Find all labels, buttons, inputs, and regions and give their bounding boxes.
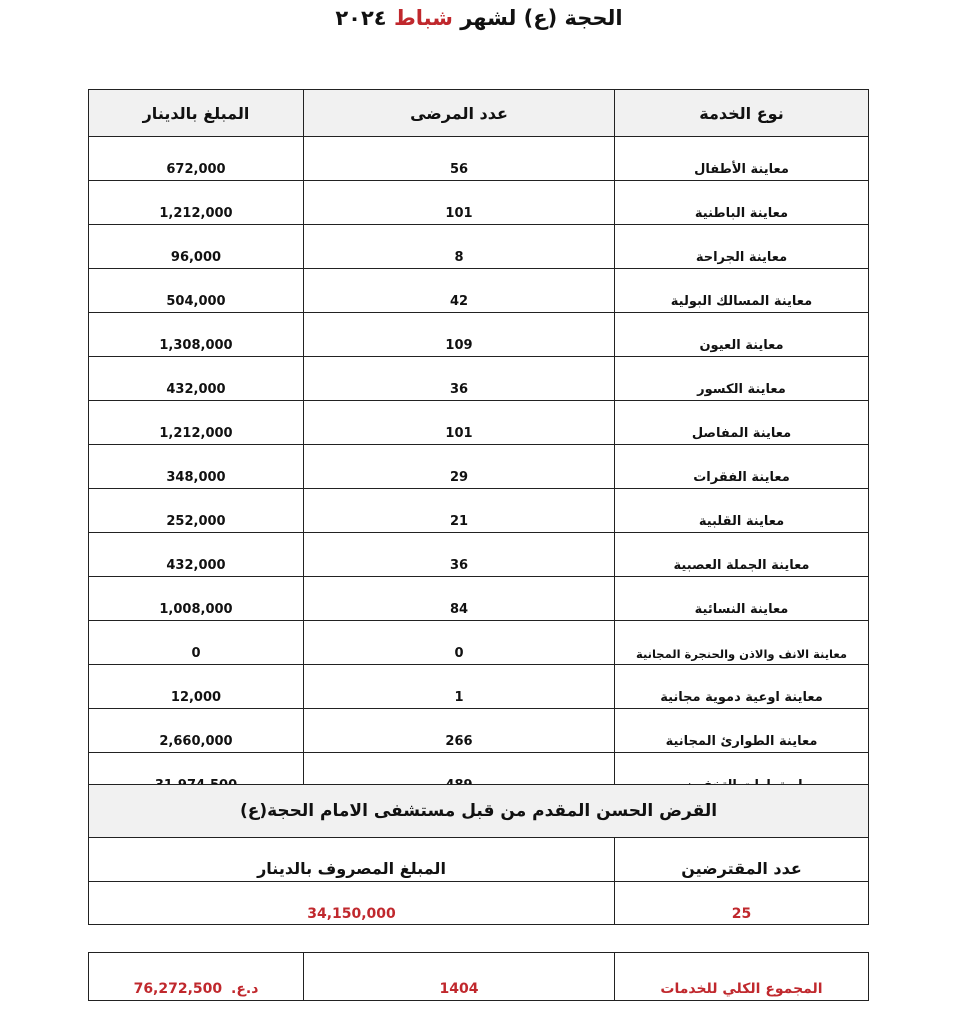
table-row	[89, 621, 869, 665]
amount-cell: 1,212,000	[89, 401, 304, 445]
amount-cell: 96,000	[89, 225, 304, 269]
loan-value-row	[89, 882, 869, 925]
service-cell: معاينة النسائية	[615, 577, 869, 621]
service-cell: معاينة الانف والاذن والحنجرة المجانية	[615, 621, 869, 665]
header-patients: عدد المرضى	[304, 90, 615, 137]
grand-total-row	[89, 953, 869, 1001]
service-cell: معاينة الطوارئ المجانية	[615, 709, 869, 753]
patients-cell: 1	[304, 665, 615, 709]
loan-table	[88, 784, 869, 925]
grand-total-table	[88, 952, 869, 1001]
table-row	[89, 357, 869, 401]
amount-cell: 1,212,000	[89, 181, 304, 225]
page-title	[0, 4, 958, 32]
service-cell: معاينة الكسور	[615, 357, 869, 401]
table-row	[89, 401, 869, 445]
patients-cell: 84	[304, 577, 615, 621]
table-row	[89, 489, 869, 533]
amount-cell: 2,660,000	[89, 709, 304, 753]
patients-cell: 36	[304, 357, 615, 401]
spent-label: المبلغ المصروف بالدينار	[89, 838, 615, 882]
amount-cell: 252,000	[89, 489, 304, 533]
table-row	[89, 313, 869, 357]
table-row	[89, 269, 869, 313]
table-row	[89, 665, 869, 709]
table-row	[89, 137, 869, 181]
service-cell: معاينة القلبية	[615, 489, 869, 533]
amount-cell: 348,000	[89, 445, 304, 489]
amount-cell: 432,000	[89, 357, 304, 401]
loan-header-row	[89, 838, 869, 882]
patients-cell: 21	[304, 489, 615, 533]
table-row	[89, 709, 869, 753]
patients-cell: 36	[304, 533, 615, 577]
patients-cell: 101	[304, 181, 615, 225]
table-row	[89, 445, 869, 489]
service-cell: معاينة الجملة العصبية	[615, 533, 869, 577]
loan-banner-row	[89, 785, 869, 838]
header-amount: المبلغ بالدينار	[89, 90, 304, 137]
amount-cell: 504,000	[89, 269, 304, 313]
patients-cell: 101	[304, 401, 615, 445]
borrowers-value: 25	[615, 882, 869, 925]
patients-cell: 56	[304, 137, 615, 181]
service-cell: معاينة المسالك البولية	[615, 269, 869, 313]
grand-total-currency: د.ع.	[231, 981, 259, 997]
amount-cell: 1,008,000	[89, 577, 304, 621]
patients-cell: 109	[304, 313, 615, 357]
title-prefix: الحجة (ع) لشهر	[460, 6, 623, 30]
header-service: نوع الخدمة	[615, 90, 869, 137]
table-row	[89, 225, 869, 269]
amount-cell: 0	[89, 621, 304, 665]
amount-cell: 12,000	[89, 665, 304, 709]
amount-cell: 672,000	[89, 137, 304, 181]
patients-cell: 0	[304, 621, 615, 665]
service-cell: معاينة المفاصل	[615, 401, 869, 445]
service-cell: معاينة الباطنية	[615, 181, 869, 225]
title-month: شباط	[393, 6, 453, 30]
service-cell: معاينة العيون	[615, 313, 869, 357]
grand-total-label: المجموع الكلي للخدمات	[615, 953, 869, 1001]
table-row	[89, 181, 869, 225]
service-cell: معاينة الجراحة	[615, 225, 869, 269]
patients-cell: 29	[304, 445, 615, 489]
services-header-row	[89, 90, 869, 137]
patients-cell: 266	[304, 709, 615, 753]
amount-cell: 432,000	[89, 533, 304, 577]
service-cell: معاينة اوعية دموية مجانية	[615, 665, 869, 709]
borrowers-label: عدد المقترضين	[615, 838, 869, 882]
grand-total-amount: 76,272,500	[133, 981, 223, 997]
grand-total-amount-cell	[89, 953, 304, 1001]
table-row	[89, 577, 869, 621]
service-cell: معاينة الفقرات	[615, 445, 869, 489]
table-row	[89, 533, 869, 577]
patients-cell: 8	[304, 225, 615, 269]
amount-cell: 1,308,000	[89, 313, 304, 357]
grand-total-count: 1404	[304, 953, 615, 1001]
title-year: ٢٠٢٤	[335, 6, 387, 30]
services-table	[88, 89, 869, 836]
loan-banner: القرض الحسن المقدم من قبل مستشفى الامام الحجة(ع)	[89, 785, 869, 838]
spent-value: 34,150,000	[89, 882, 615, 925]
patients-cell: 42	[304, 269, 615, 313]
service-cell: معاينة الأطفال	[615, 137, 869, 181]
